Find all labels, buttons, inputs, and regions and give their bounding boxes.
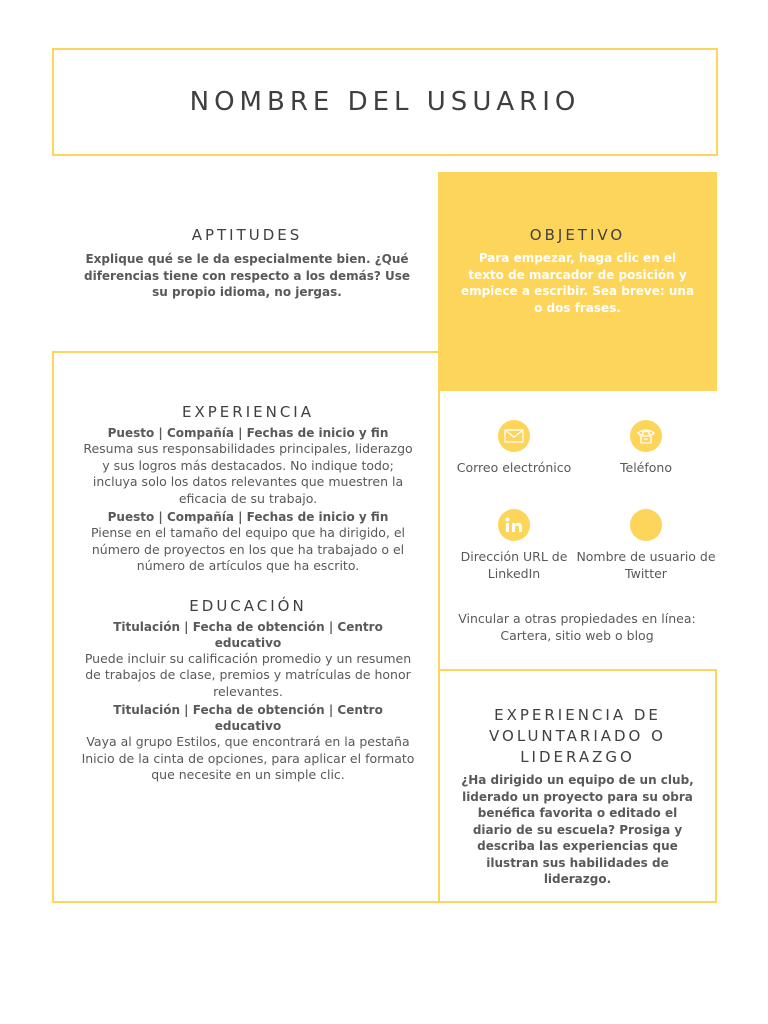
contact-email-label: Correo electrónico <box>456 460 572 475</box>
skills-text[interactable]: Explique qué se le da especialmente bien. ¿Qué diferencias tiene con respecto a los demás? Use su propio idioma, no jergas. <box>83 252 411 299</box>
experience-item-subhead[interactable]: Puesto | Compañía | Fechas de inicio y fin <box>107 426 389 440</box>
objective-section <box>438 172 717 391</box>
experience-item-subhead[interactable]: Puesto | Compañía | Fechas de inicio y fin <box>107 510 389 524</box>
twitter-icon <box>630 509 662 541</box>
education-heading: EDUCACIÓN <box>189 596 307 615</box>
user-name[interactable]: NOMBRE DEL USUARIO <box>189 87 581 117</box>
skills-section <box>80 226 414 301</box>
links-note[interactable]: Vincular a otras propiedades en línea: Cartera, sitio web o blog <box>458 611 696 643</box>
name-box <box>52 48 718 156</box>
contact-phone[interactable] <box>576 420 716 477</box>
education-item-subhead[interactable]: Titulación | Fecha de obtención | Centro educativo <box>113 703 383 733</box>
experience-education-panel <box>52 351 440 903</box>
contact-linkedin-label: Dirección URL de LinkedIn <box>460 549 568 581</box>
contact-email[interactable] <box>444 420 584 477</box>
telephone-icon <box>630 420 662 452</box>
experience-item-text[interactable]: Resuma sus responsabilidades principales, liderazgo y sus logros más destacados. No indique todo; incluya solo los datos relevantes que muestren la eficacia de su trabajo. <box>83 441 413 506</box>
education-item-subhead[interactable]: Titulación | Fecha de obtención | Centro educativo <box>113 619 383 650</box>
envelope-icon <box>498 420 530 452</box>
contacts-section <box>440 392 718 669</box>
education-item-text[interactable]: Puede incluir su calificación promedio y un resumen de trabajos de clase, premios y matrículas de honor relevantes. <box>84 650 412 699</box>
volunteer-heading: EXPERIENCIA DE VOLUNTARIADO O LIDERAZGO <box>489 706 666 766</box>
contact-twitter[interactable] <box>576 509 716 582</box>
objective-text[interactable]: Para empezar, haga clic en el texto de marcador de posición y empiece a escribir. Sea breve: una o dos frases. <box>460 251 695 315</box>
contact-phone-label: Teléfono <box>620 460 672 475</box>
experience-item-text[interactable]: Piense en el tamaño del equipo que ha dirigido, el número de proyectos en los que ha trabajado o el número de artículos que ha escrito. <box>90 525 406 573</box>
skills-heading: APTITUDES <box>191 226 303 244</box>
contact-twitter-label: Nombre de usuario de Twitter <box>576 549 716 581</box>
objective-heading: OBJETIVO <box>529 226 626 244</box>
contact-linkedin[interactable] <box>444 509 584 582</box>
volunteer-text[interactable]: ¿Ha dirigido un equipo de un club, liderado un proyecto para su obra benéfica favorita o editado el diario de su escuela? Prosiga y describa las experiencias que ilustran sus habilidades de liderazgo. <box>461 773 694 886</box>
linkedin-icon <box>498 509 530 541</box>
experience-heading: EXPERIENCIA <box>182 403 314 421</box>
education-item-text[interactable]: Vaya al grupo Estilos, que encontrará en la pestaña Inicio de la cinta de opciones, para aplicar el formato que necesite en un simple clic. <box>81 734 415 782</box>
volunteer-section <box>438 669 717 903</box>
